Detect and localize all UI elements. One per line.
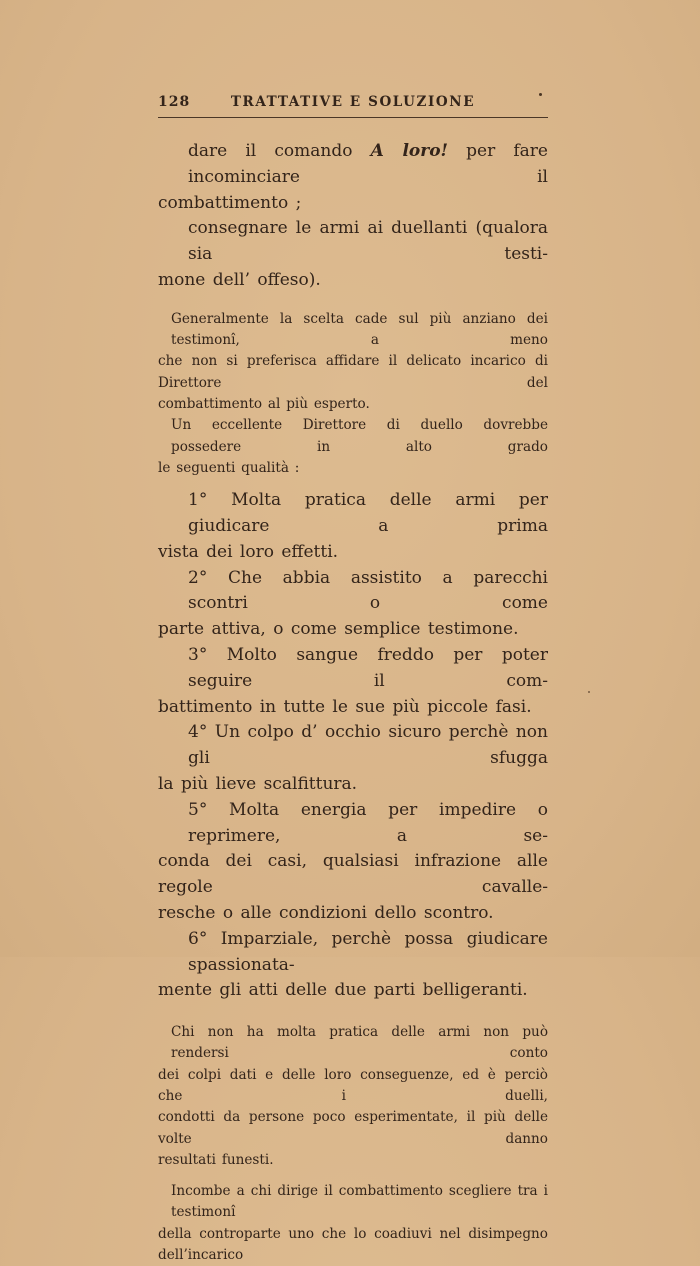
paragraph [158,927,548,1004]
text-line: resultati funesti. [158,1151,274,1168]
paragraph [158,720,548,797]
text-line: Incombe a chi dirige il combattimento scegliere tra i testimonî [171,1183,548,1221]
running-header [158,94,548,114]
text-line: battimento in tutte le sue più piccole fasi. [158,696,532,717]
text-line: conda dei casi, qualsiasi infrazione alle regole cavalle- [158,851,548,898]
text-line: 1° Molta pratica delle armi per giudicare a prima [188,490,548,536]
header-rule [158,117,548,118]
text-line: parte attiva, o come semplice testimone. [158,619,519,640]
text-line: dare il comando A loro! per fare incominciare il [188,141,548,187]
text-line: combattimento ; [158,192,302,213]
paragraph [158,643,548,720]
paragraph [158,798,548,927]
text-line: vista dei loro effetti. [158,541,339,562]
text-line: la più lieve scalfittura. [158,773,358,794]
paragraph [158,139,548,216]
page-number: 128 [158,94,191,110]
text-line: condotti da persone poco esperimentate, il più delle volte danno [158,1109,548,1147]
text-line: mente gli atti delle due parti belligeranti. [158,980,528,1001]
paragraph [158,309,548,415]
text-line: Chi non ha molta pratica delle armi non può rendersi conto [171,1024,548,1062]
text-line: resche o alle condizioni dello scontro. [158,902,494,923]
command-phrase: A loro! [370,141,448,161]
paragraph [158,415,548,479]
page-body [158,139,548,1266]
text-line: consegnare le armi ai duellanti (qualora sia testi- [188,218,548,265]
text-line: le seguenti qualità : [158,459,300,476]
paragraph [158,1181,548,1266]
paragraph [158,566,548,643]
text-line: combattimento al più esperto. [158,395,370,412]
text-line: 3° Molto sangue freddo per poter seguire il com- [188,644,548,691]
paragraph [158,488,548,565]
page-column [158,94,548,1266]
text-line: 5° Molta energia per impedire o reprimere, a se- [188,799,548,846]
text-line: Un eccellente Direttore di duello dovrebbe possedere in alto grado [171,417,548,455]
paper-speck [588,691,590,693]
paragraph [158,1022,548,1171]
text-line: mone dell’ offeso). [158,269,321,290]
text-line: dei colpi dati e delle loro conseguenze, ed è perciò che i duelli, [158,1066,548,1104]
text-line: 4° Un colpo d’ occhio sicuro perchè non gli sfugga [188,722,548,769]
paper-speck [176,862,178,864]
text-line: 6° Imparziale, perchè possa giudicare spassionata- [188,928,548,975]
paragraph [158,216,548,293]
text-line: 2° Che abbia assistito a parecchi scontri o come [188,567,548,614]
text-line: Generalmente la scelta cade sul più anziano dei testimonî, a meno [171,310,548,349]
text-line: che non si preferisca affidare il delicato incarico di Direttore del [158,353,548,391]
running-title: TRATTATIVE E SOLUZIONE [230,94,476,110]
text-line: della controparte uno che lo coadiuvi nel disimpegno dell’incarico [158,1225,548,1264]
paper-speck [539,93,542,96]
